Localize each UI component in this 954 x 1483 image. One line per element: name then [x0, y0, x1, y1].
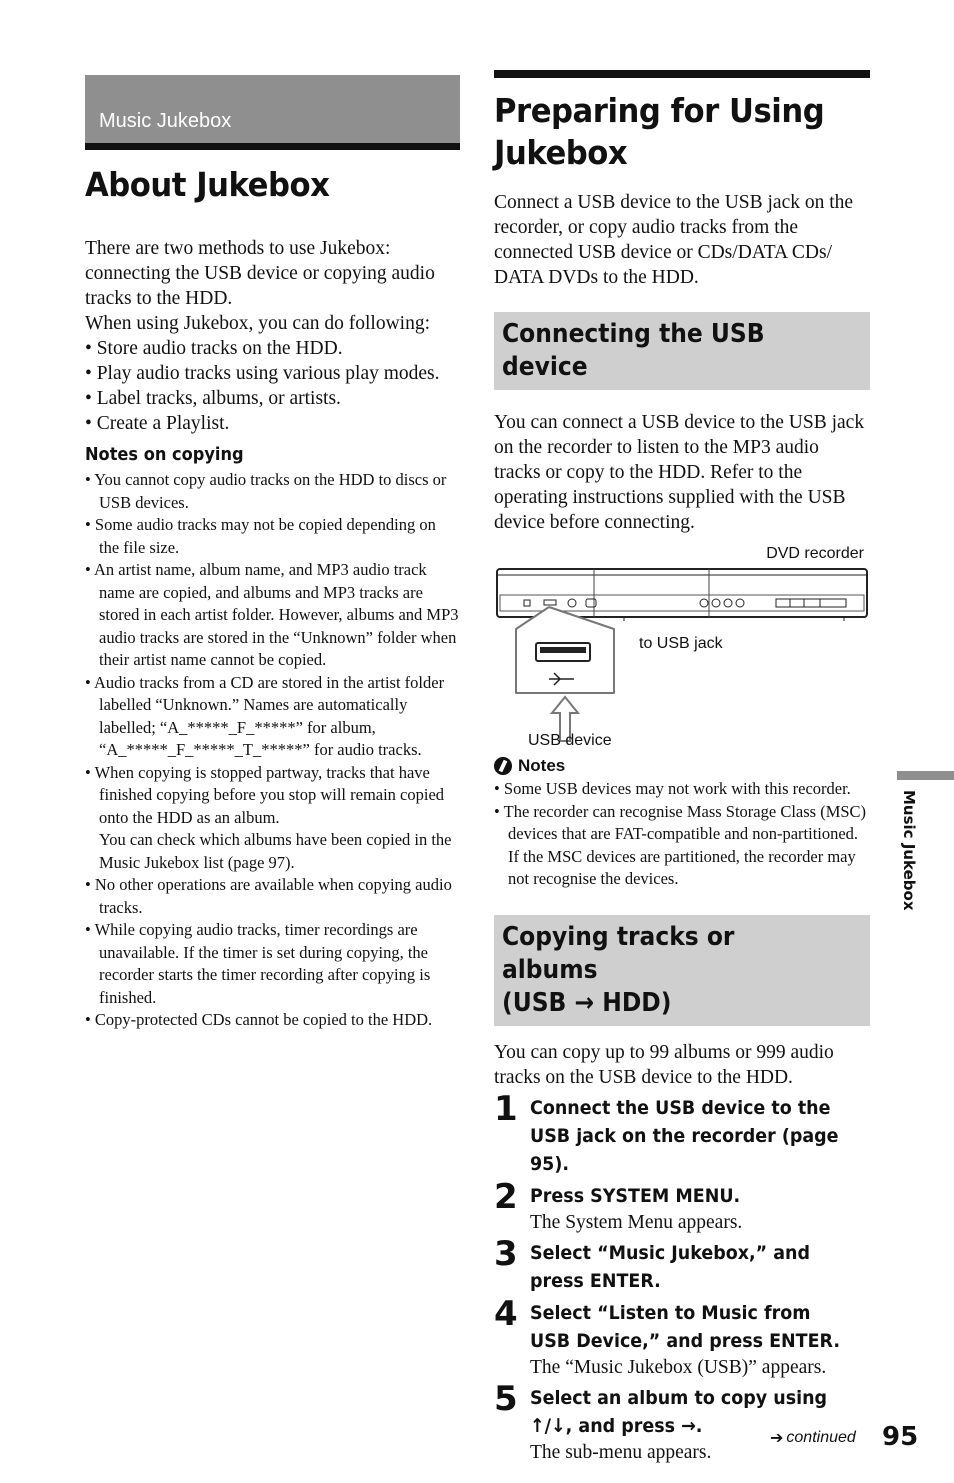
step-number: 3 — [494, 1233, 518, 1274]
list-item: • No other operations are available when copying audio tracks. — [85, 875, 452, 917]
step-number: 2 — [494, 1176, 518, 1217]
usb-section-heading: Connecting the USB device — [502, 319, 765, 382]
feature-list — [85, 336, 460, 436]
page-title-about-jukebox: About Jukebox — [85, 165, 330, 204]
list-item: • Label tracks, albums, or artists. — [85, 388, 341, 409]
page-number: 95 — [882, 1422, 919, 1452]
intro-paragraph: There are two methods to use Jukebox: connecting the USB device or copying audio tracks to the HDD. — [85, 238, 435, 309]
label-dvd-recorder: DVD recorder — [766, 545, 864, 562]
copy-paragraph: You can copy up to 99 albums or 999 audio tracks on the USB device to the HDD. — [494, 1041, 834, 1088]
page-title-preparing: Preparing for Using Jukebox — [494, 91, 825, 172]
arrow-right-icon: ➔ — [770, 1430, 784, 1447]
list-item: • Audio tracks from a CD are stored in the artist folder labelled “Unknown.” Names are automatically labelled; “A_*****_F_*****” for album, “A_*****_F_*****_T_*****” for audio tracks. — [85, 672, 445, 759]
step-title: Press SYSTEM MENU. — [530, 1184, 741, 1207]
step-number: 5 — [494, 1378, 518, 1419]
list-item: • Copy-protected CDs cannot be copied to the HDD. — [85, 1010, 433, 1029]
usb-paragraph: You can connect a USB device to the USB jack on the recorder to listen to the MP3 audio tracks or copy to the HDD. Refer to the operating instructions supplied with the USB device before connecting. — [494, 412, 865, 533]
copy-notes-list — [85, 469, 460, 1032]
list-item: • While copying audio tracks, timer recordings are unavailable. If the timer is set during copying, the recorder starts the timer recording after copying is finished. — [85, 920, 431, 1007]
list-item: • The recorder can recognise Mass Storage Class (MSC) devices that are FAT-compatible and non-partitioned. If the MSC devices are partitioned, the recorder may not recognise the devices. — [494, 801, 867, 888]
label-usb-jack: to USB jack — [639, 635, 723, 652]
intro-paragraph-2: When using Jukebox, you can do following: — [85, 313, 430, 334]
usb-section-heading-box — [494, 312, 870, 390]
side-tab-label: Music Jukebox — [900, 790, 918, 911]
copy-section-heading-line1: Copying tracks or albums — [502, 921, 735, 985]
list-item: • An artist name, album name, and MP3 audio track name are copied, and albums and MP3 tracks are stored in each artist folder. However, albums and MP3 audio tracks are stored in the “Unknown” folder when their artist name cannot be copied. — [85, 560, 459, 669]
continued-label: continued — [786, 1429, 856, 1446]
side-tab-bar — [897, 771, 954, 780]
list-item: • Store audio tracks on the HDD. — [85, 338, 343, 359]
list-item: • Some USB devices may not work with this recorder. — [494, 779, 851, 798]
step-desc: The sub-menu appears. — [530, 1441, 712, 1463]
list-item: • Play audio tracks using various play modes. — [85, 363, 440, 384]
copy-section-heading-box — [494, 915, 870, 1026]
copy-section-heading-line2: (USB → HDD) — [502, 987, 672, 1018]
step-title: Select “Music Jukebox,” and press ENTER. — [530, 1241, 810, 1292]
notes-heading: Notes — [494, 756, 870, 776]
step-2 — [494, 1176, 870, 1235]
prep-intro: Connect a USB device to the USB jack on the recorder, or copy audio tracks from the connected USB device or CDs/DATA CDs/ DATA DVDs to the HDD. — [494, 192, 854, 288]
section-banner — [85, 75, 460, 150]
list-item: • When copying is stopped partway, tracks that have finished copying before you stop will remain copied onto the HDD as an album. You can check which albums have been copied in the Music Jukebox list (page 97). — [85, 762, 460, 875]
step-title: Select “Listen to Music from USB Device,” and press ENTER. — [530, 1301, 840, 1352]
step-5 — [494, 1378, 870, 1465]
left-column — [85, 75, 460, 1032]
notes-on-copying-heading: Notes on copying — [85, 444, 244, 465]
step-number: 1 — [494, 1088, 518, 1129]
step-number: 4 — [494, 1293, 518, 1334]
step-4 — [494, 1293, 870, 1380]
step-title: Connect the USB device to the USB jack on the recorder (page 95). — [530, 1096, 839, 1175]
list-item: • Create a Playlist. — [85, 413, 230, 434]
step-desc: The “Music Jukebox (USB)” appears. — [530, 1356, 827, 1378]
usb-notes-list — [494, 778, 870, 891]
right-column — [494, 70, 870, 1465]
top-rule — [494, 70, 870, 78]
usb-connection-diagram — [494, 545, 870, 750]
note-extra: You can check which albums have been copied in the Music Jukebox list (page 97). — [99, 830, 452, 872]
step-title: Select an album to copy using ↑/↓, and press →. — [530, 1386, 828, 1437]
list-item: • You cannot copy audio tracks on the HDD to discs or USB devices. — [85, 470, 447, 512]
step-3 — [494, 1233, 870, 1295]
step-desc: The System Menu appears. — [530, 1211, 743, 1233]
section-banner-label: Music Jukebox — [99, 110, 232, 132]
label-usb-device: USB device — [528, 732, 612, 749]
continued-indicator — [770, 1428, 856, 1448]
step-1 — [494, 1088, 870, 1178]
list-item: • Some audio tracks may not be copied depending on the file size. — [85, 515, 436, 557]
note-icon — [494, 757, 512, 775]
